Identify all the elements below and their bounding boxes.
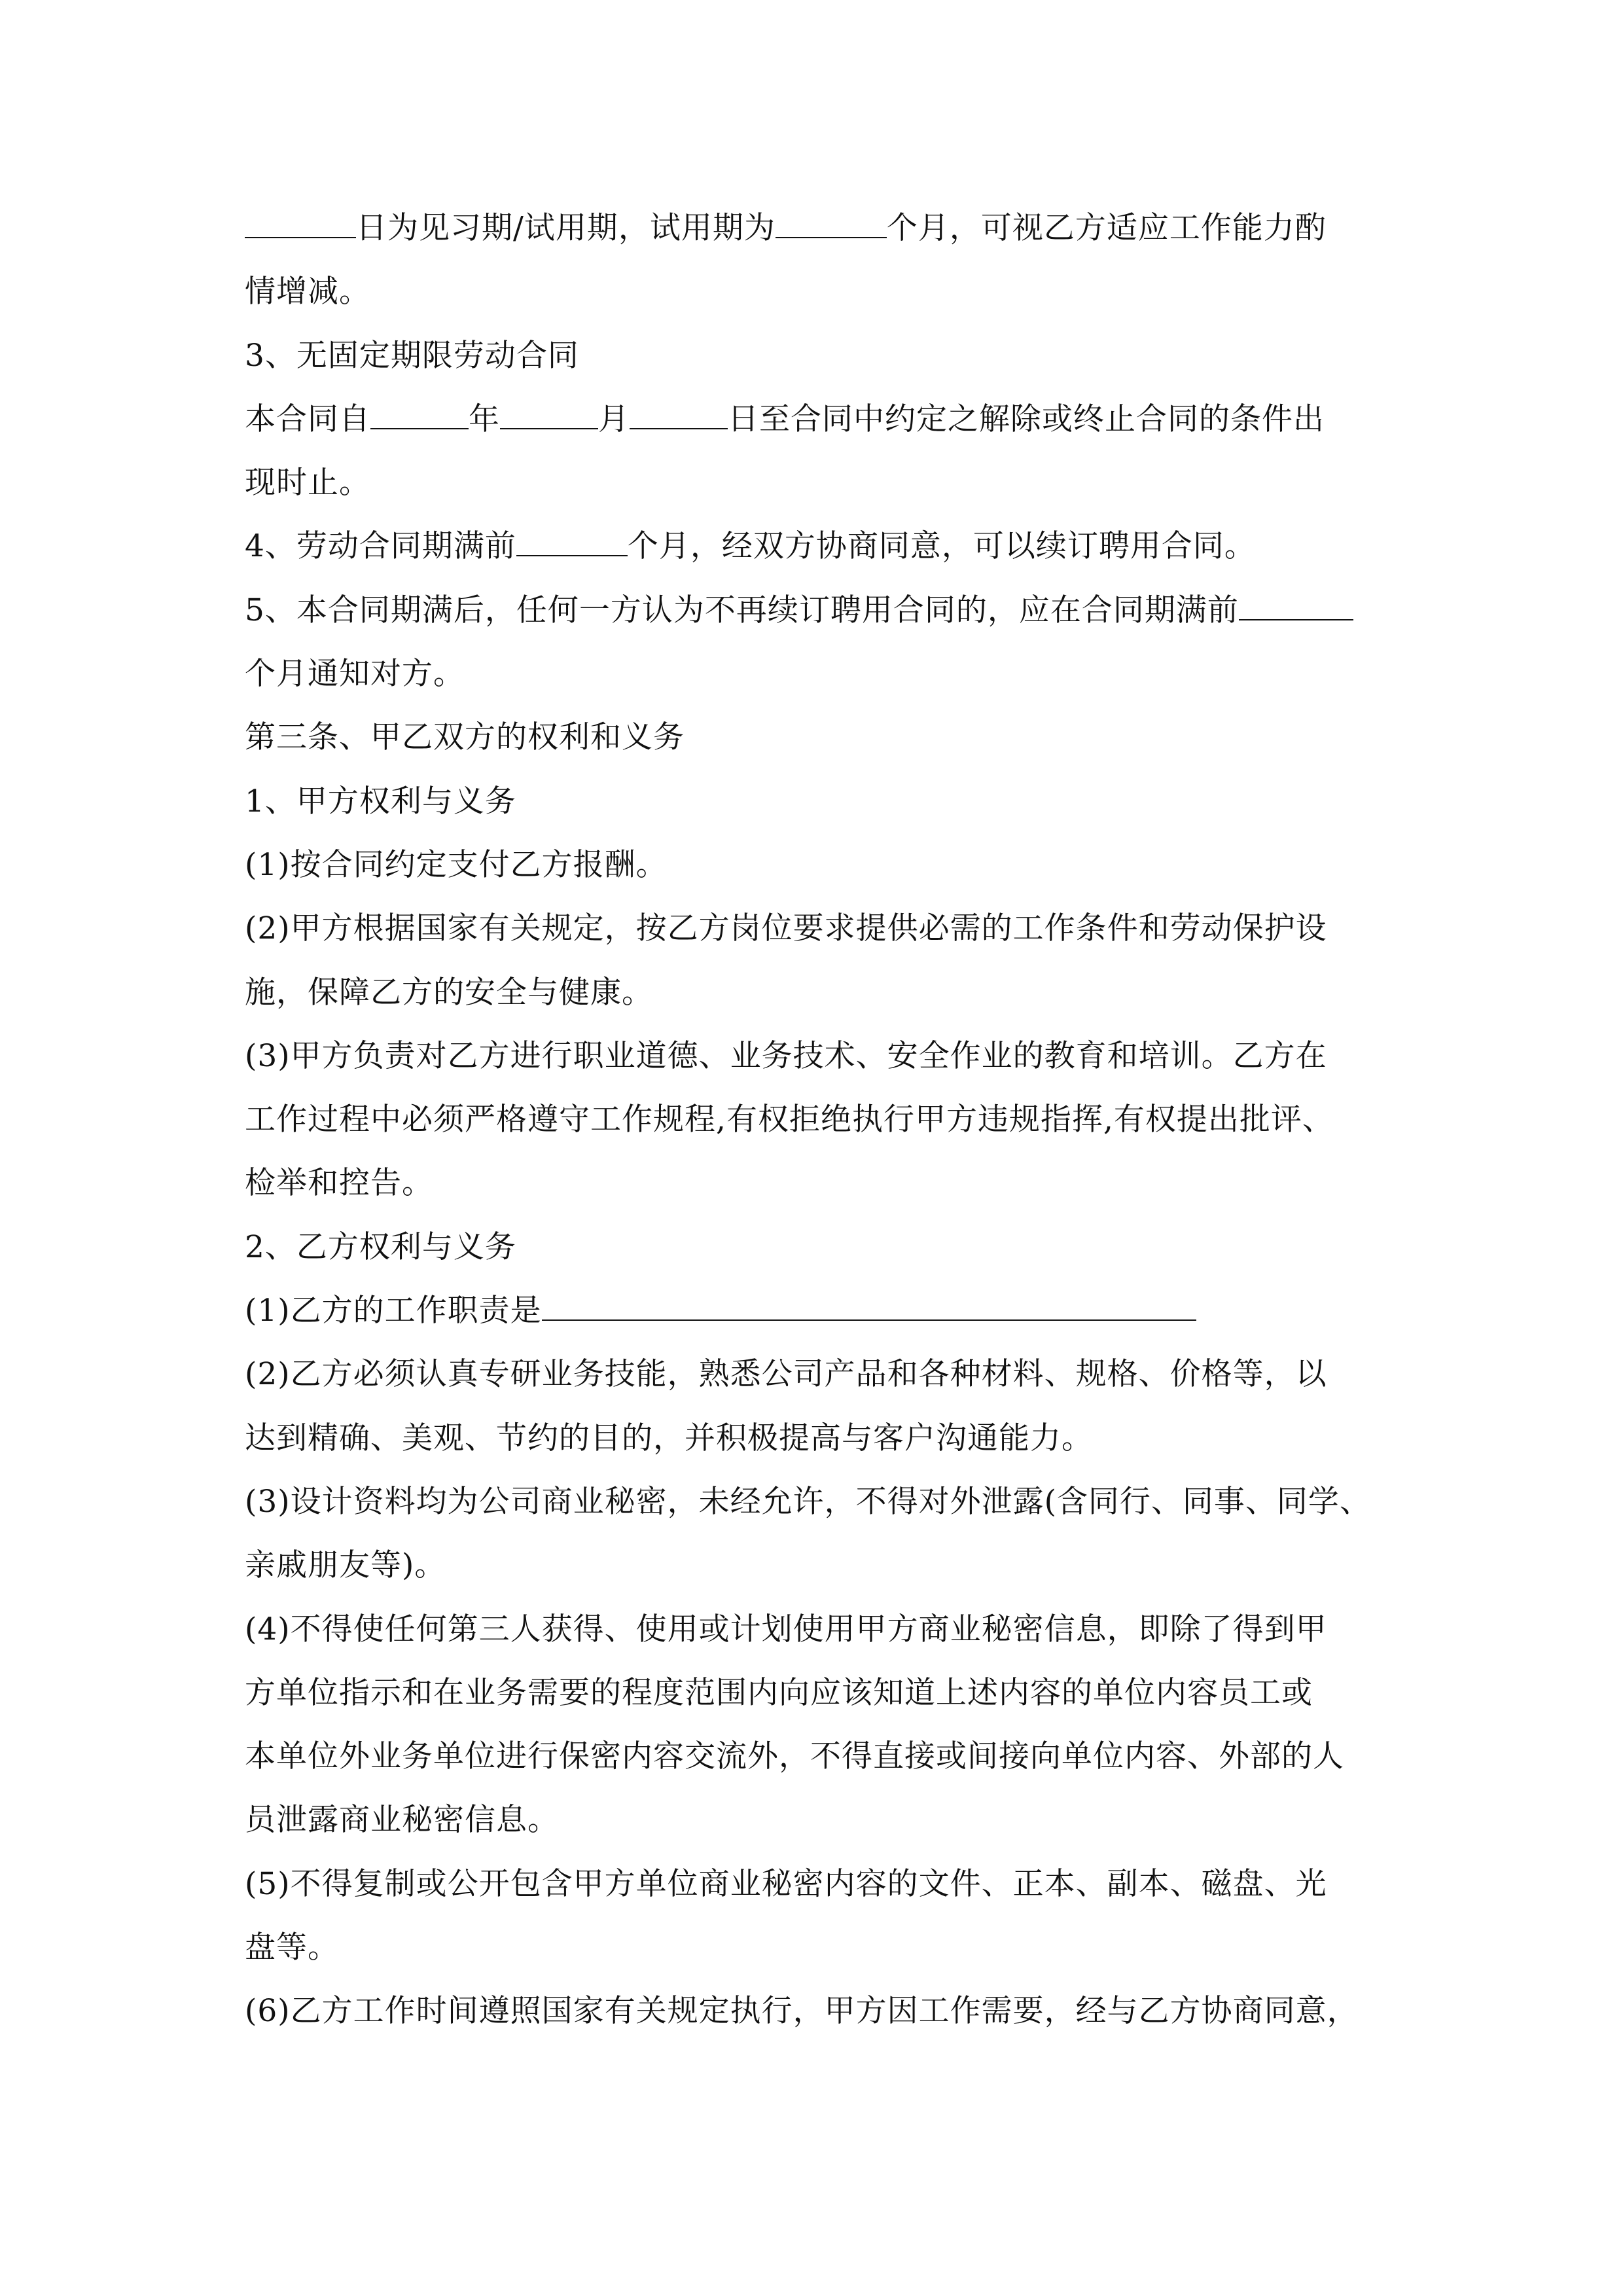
text-line — [245, 514, 1380, 578]
text-line: 本单位外业务单位进行保密内容交流外，不得直接或间接向单位内容、外部的人 — [245, 1738, 1344, 1775]
line-text: 日为见习期/试用期，试用期为 — [356, 210, 776, 246]
text-line: 施，保障乙方的安全与健康。 — [245, 974, 653, 1011]
text-line: 亲戚朋友等)。 — [245, 1547, 446, 1584]
line-text: 年 — [469, 401, 500, 437]
text-line — [245, 387, 1380, 451]
fill-blank — [776, 209, 887, 238]
text-line: 情增减。 — [245, 274, 370, 310]
text-line: (3)设计资料均为公司商业秘密，未经允许，不得对外泄露(含同行、同事、同学、 — [245, 1483, 1371, 1520]
article-heading: 第三条、甲乙双方的权利和义务 — [245, 719, 685, 756]
fill-blank — [516, 528, 628, 556]
line-text: 个月，经双方协商同意，可以续订聘用合同。 — [627, 528, 1256, 565]
text-line: (6)乙方工作时间遵照国家有关规定执行，甲方因工作需要，经与乙方协商同意， — [245, 1993, 1359, 2030]
text-line: 方单位指示和在业务需要的程度范围内向应该知道上述内容的单位内容员工或 — [245, 1674, 1313, 1711]
section-heading: 2、乙方权利与义务 — [245, 1229, 516, 1265]
text-line: (2)甲方根据国家有关规定，按乙方岗位要求提供必需的工作条件和劳动保护设 — [245, 910, 1327, 947]
section-heading: 1、甲方权利与义务 — [245, 783, 516, 819]
line-text: 月 — [598, 401, 630, 437]
fill-blank — [630, 401, 728, 429]
fill-blank — [245, 209, 356, 238]
document-body — [245, 196, 1380, 2043]
text-line: 现时止。 — [245, 465, 370, 501]
fill-blank — [370, 401, 469, 429]
text-line: (1)按合同约定支付乙方报酬。 — [245, 846, 668, 883]
fill-blank — [542, 1292, 1196, 1321]
text-line: 工作过程中必须严格遵守工作规程,有权拒绝执行甲方违规指挥,有权提出批评、 — [245, 1102, 1334, 1138]
section-heading: 3、无固定期限劳动合同 — [245, 337, 579, 374]
text-line: 盘等。 — [245, 1929, 339, 1966]
text-line: (5)不得复制或公开包含甲方单位商业秘密内容的文件、正本、副本、磁盘、光 — [245, 1865, 1327, 1902]
line-text: 4、劳动合同期满前 — [245, 528, 516, 565]
fill-blank — [500, 401, 598, 429]
text-line: 员泄露商业秘密信息。 — [245, 1802, 559, 1839]
text-line: 检举和控告。 — [245, 1165, 433, 1202]
line-text: 5、本合同期满后，任何一方认为不再续订聘用合同的，应在合同期满前 — [245, 592, 1239, 628]
text-line — [245, 196, 1380, 260]
text-line: (3)甲方负责对乙方进行职业道德、业务技术、安全作业的教育和培训。乙方在 — [245, 1037, 1327, 1074]
fill-blank — [1239, 592, 1353, 620]
line-text: (1)乙方的工作职责是 — [245, 1293, 542, 1329]
line-text: 个月，可视乙方适应工作能力酌 — [886, 210, 1327, 246]
text-line: 个月通知对方。 — [245, 656, 465, 692]
text-line: 达到精确、美观、节约的目的，并积极提高与客户沟通能力。 — [245, 1420, 1093, 1456]
line-text: 日至合同中约定之解除或终止合同的条件出 — [728, 401, 1325, 437]
text-line — [245, 579, 1380, 642]
text-line: (4)不得使任何第三人获得、使用或计划使用甲方商业秘密信息，即除了得到甲 — [245, 1611, 1327, 1647]
line-text: 本合同自 — [245, 401, 370, 437]
text-line — [245, 1279, 1380, 1342]
text-line: (2)乙方必须认真专研业务技能，熟悉公司产品和各种材料、规格、价格等，以 — [245, 1356, 1327, 1393]
